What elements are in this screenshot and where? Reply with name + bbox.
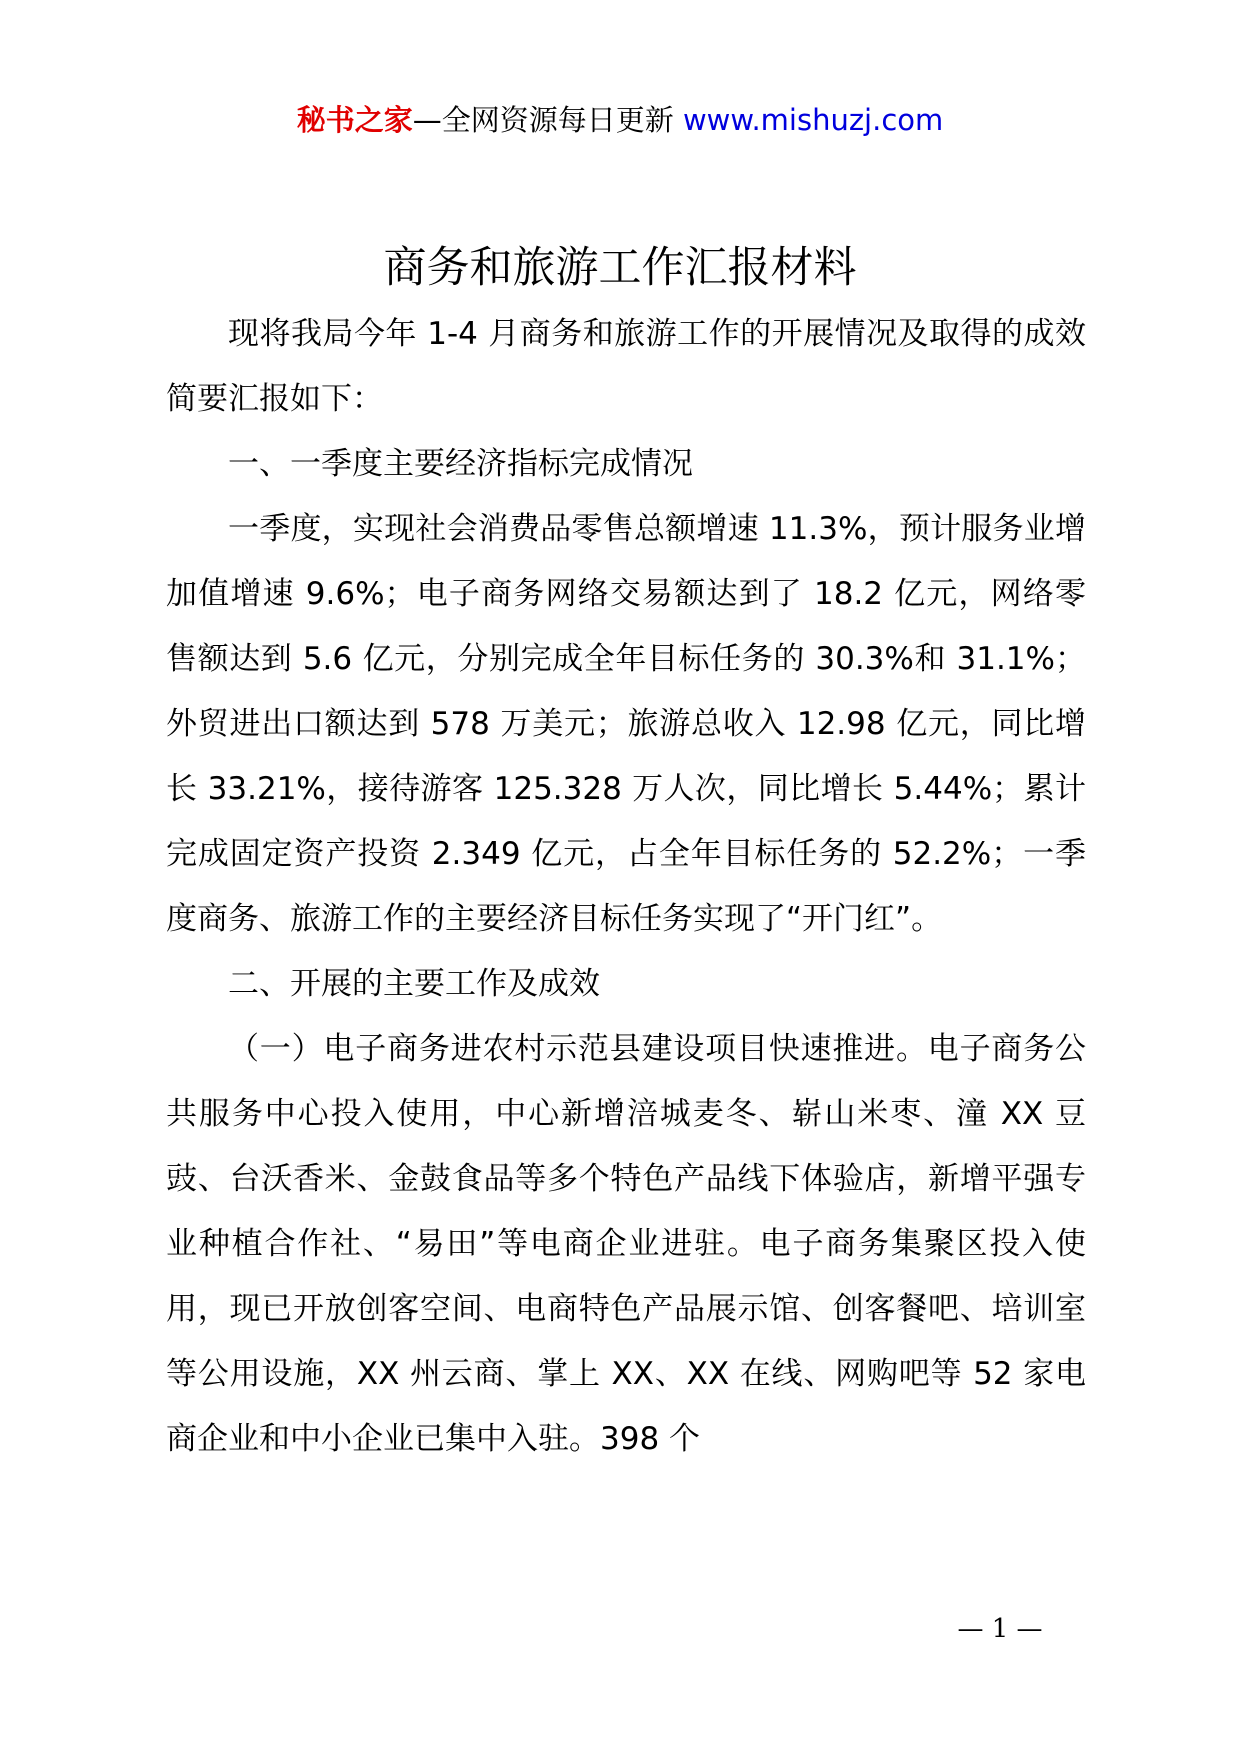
header-brand: 秘书之家 <box>296 103 413 137</box>
indicators-paragraph: 一季度，实现社会消费品零售总额增速 11.3%，预计服务业增加值增速 9.6%；电子商务网络交易额达到了 18.2 亿元，网络零售额达到 5.6 亿元，分别完成全年目标任务的 30.3%和 31.1%；外贸进出口额达到 578 万美元；旅游总收入 12.98 亿元，同比增长 33.21%，接待游客 125.328 万人次，同比增长 5.44%；累计完成固定资产投资 2.349 亿元，占全年目标任务的 52.2%；一季度商务、旅游工作的主要经济目标任务实现了“开门红”。 <box>166 511 1086 937</box>
section-heading-1: 一、一季度主要经济指标完成情况 <box>228 446 693 482</box>
intro-paragraph: 现将我局今年 1-4 月商务和旅游工作的开展情况及取得的成效简要汇报如下： <box>166 316 1086 417</box>
header-tagline: —全网资源每日更新 <box>412 103 674 137</box>
watermark-header <box>0 100 1240 140</box>
document-title: 商务和旅游工作汇报材料 <box>383 243 857 293</box>
document-body <box>166 302 1086 1472</box>
header-url-link[interactable]: www.mishuzj.com <box>682 103 944 137</box>
ecommerce-paragraph: （一）电子商务进农村示范县建设项目快速推进。电子商务公共服务中心投入使用，中心新增涪城麦冬、崭山米枣、潼 XX 豆豉、台沃香米、金鼓食品等多个特色产品线下体验店，新增平强专业种植合作社、“易田”等电商企业进驻。电子商务集聚区投入使用，现已开放创客空间、电商特色产品展示馆、创客餐吧、培训室等公用设施，XX 州云商、掌上 XX、XX 在线、网购吧等 52 家电商企业和中小企业已集中入驻。398 个 <box>166 1031 1086 1457</box>
section-heading-2: 二、开展的主要工作及成效 <box>228 966 600 1002</box>
page-number: — 1 — <box>957 1614 1043 1644</box>
